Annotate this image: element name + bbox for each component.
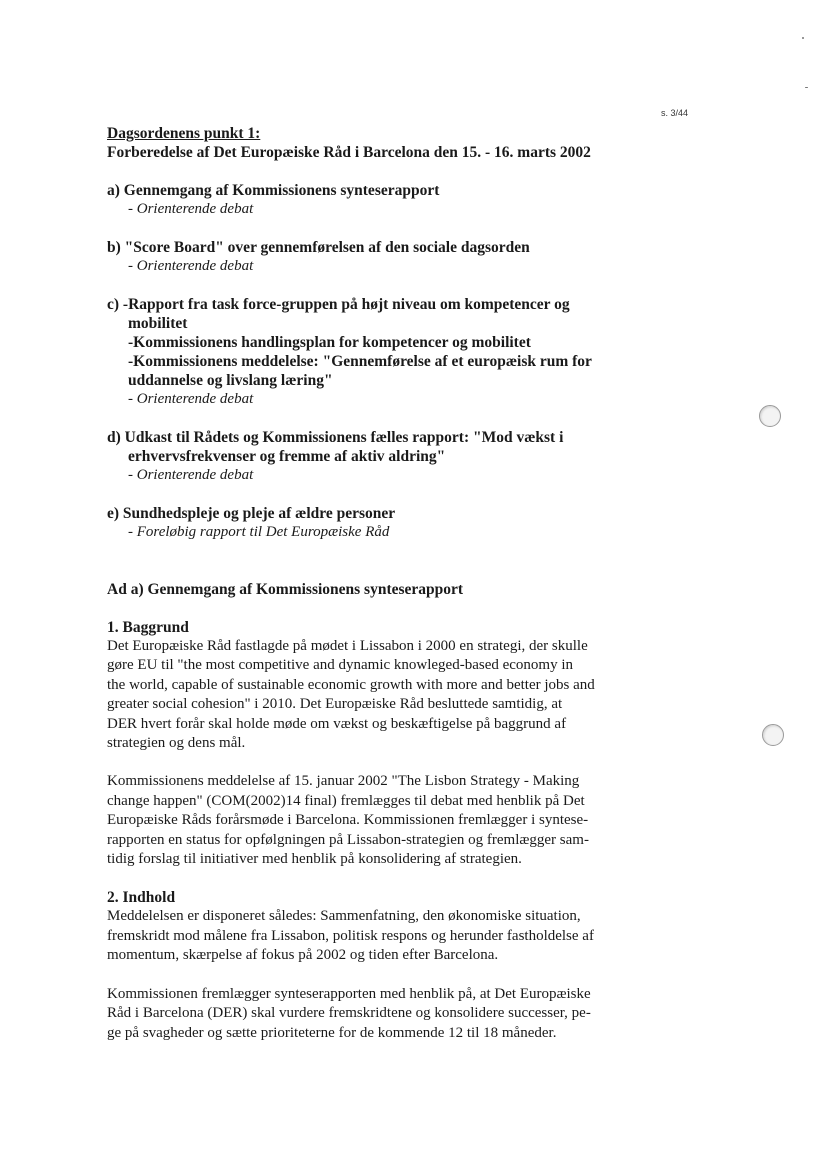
baggrund-line: DER hvert forår skal holde møde om vækst og beskæftigelse på baggrund af bbox=[107, 715, 567, 732]
item-c-line3: -Kommissionens handlingsplan for kompetencer og mobilitet bbox=[128, 334, 531, 351]
agenda-subtitle: Forberedelse af Det Europæiske Råd i Barcelona den 15. - 16. marts 2002 bbox=[107, 144, 591, 161]
baggrund-line: rapporten en status for opfølgningen på Lissabon-strategien og fremlægger sam- bbox=[107, 831, 589, 848]
baggrund-line: greater social cohesion" i 2010. Det Europæiske Råd besluttede samtidig, at bbox=[107, 696, 563, 713]
baggrund-line: change happen" (COM(2002)14 final) fremlægges til debat med henblik på Det bbox=[107, 792, 585, 809]
baggrund-line: gøre EU til "the most competitive and dynamic knowleged-based economy in bbox=[107, 657, 574, 674]
item-b-head: b) "Score Board" over gennemførelsen af den sociale dagsorden bbox=[107, 239, 530, 256]
scan-speck bbox=[805, 87, 808, 88]
indhold-line: Kommissionen fremlægger synteserapporten med henblik på, at Det Europæiske bbox=[107, 985, 591, 1002]
item-d-line2: erhvervsfrekvenser og fremme af aktiv aldring" bbox=[128, 448, 446, 465]
indhold-line: ge på svagheder og sætte prioriteterne for de kommende 12 til 18 måneder. bbox=[107, 1024, 557, 1041]
punch-hole-icon bbox=[759, 405, 781, 427]
baggrund-line: Europæiske Råds forårsmøde i Barcelona. Kommissionen fremlægger i syntese- bbox=[107, 812, 589, 829]
item-e-head: e) Sundhedspleje og pleje af ældre personer bbox=[107, 505, 396, 522]
item-a-note: - Orienterende debat bbox=[128, 201, 254, 217]
section-a-heading: Ad a) Gennemgang af Kommissionens synteserapport bbox=[107, 581, 464, 598]
indhold-line: fremskridt mod målene fra Lissabon, politisk respons og herunder fastholdelse af bbox=[107, 927, 594, 944]
baggrund-heading: 1. Baggrund bbox=[107, 619, 189, 636]
page-number: s. 3/44 bbox=[661, 108, 689, 118]
indhold-line: Råd i Barcelona (DER) skal vurdere fremskridtene og konsolidere successer, pe- bbox=[107, 1005, 591, 1022]
baggrund-line: the world, capable of sustainable economic growth with more and better jobs and bbox=[107, 676, 595, 693]
baggrund-line: tidig forslag til initiativer med henblik på konsolidering af strategien. bbox=[107, 851, 522, 868]
item-a-head: a) Gennemgang af Kommissionens synteserapport bbox=[107, 182, 440, 199]
agenda-title: Dagsordenens punkt 1: bbox=[107, 125, 261, 142]
document-body bbox=[107, 124, 652, 1043]
item-c-line2: mobilitet bbox=[128, 315, 188, 332]
item-c-line5: uddannelse og livslang læring" bbox=[128, 372, 333, 389]
item-e-note: - Foreløbig rapport til Det Europæiske Råd bbox=[128, 524, 390, 540]
item-d-line1: d) Udkast til Rådets og Kommissionens fælles rapport: "Mod vækst i bbox=[107, 429, 564, 446]
punch-hole-icon bbox=[762, 724, 784, 746]
indhold-heading: 2. Indhold bbox=[107, 889, 176, 907]
item-c-line1: c) -Rapport fra task force-gruppen på højt niveau om kompetencer og bbox=[107, 296, 570, 313]
indhold-line: Meddelelsen er disponeret således: Sammenfatning, den økonomiske situation, bbox=[107, 908, 581, 925]
scan-speck bbox=[802, 37, 804, 39]
baggrund-line: strategien og dens mål. bbox=[107, 735, 246, 752]
baggrund-line: Kommissionens meddelelse af 15. januar 2002 "The Lisbon Strategy - Making bbox=[107, 773, 580, 790]
baggrund-line: Det Europæiske Råd fastlagde på mødet i Lissabon i 2000 en strategi, der skulle bbox=[107, 638, 588, 654]
item-c-line4: -Kommissionens meddelelse: "Gennemførelse af et europæisk rum for bbox=[128, 353, 592, 370]
item-d-note: - Orienterende debat bbox=[128, 467, 254, 483]
item-b-note: - Orienterende debat bbox=[128, 258, 254, 274]
item-c-note: - Orienterende debat bbox=[128, 391, 254, 407]
indhold-line: momentum, skærpelse af fokus på 2002 og tiden efter Barcelona. bbox=[107, 947, 499, 964]
